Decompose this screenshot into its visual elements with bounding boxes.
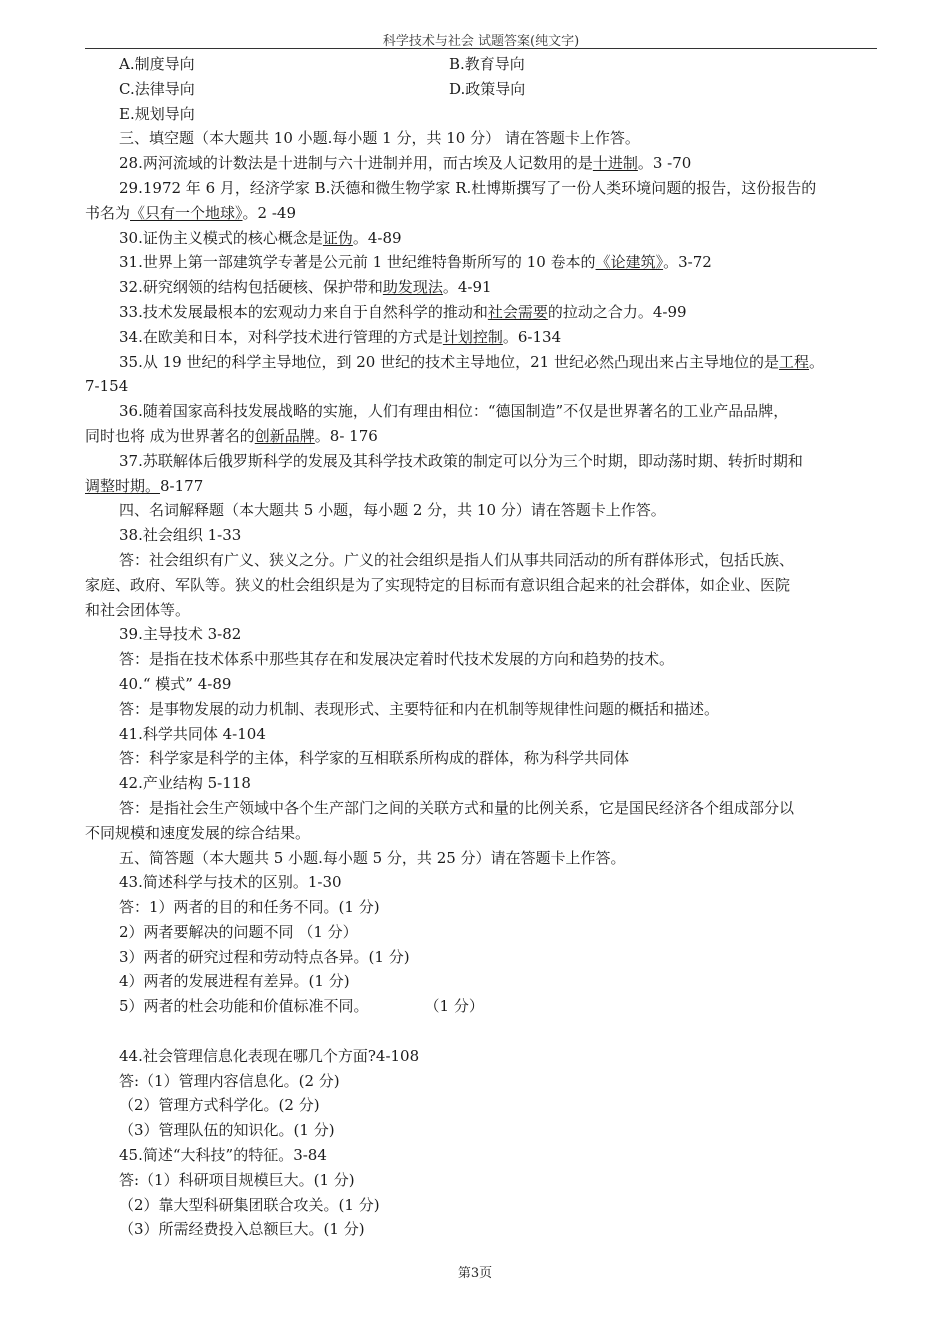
q32-text: 32.研究纲领的结构包括硬核、保护带和 <box>119 278 383 297</box>
q32-ref: 。4-91 <box>442 278 492 297</box>
answer-38-line1: 答：社会组织有广义、狭义之分。广义的社会组织是指人们从事共同活动的所有群体形式，包括氏族、 <box>119 550 795 569</box>
a43-5-text: 5）两者的杜会功能和价值标准不同。 <box>119 997 369 1016</box>
q34-ref: 。6-134 <box>502 327 562 346</box>
q33-answer: 社会需要 <box>487 302 548 321</box>
section-3-title: 三、填空题（本大题共 10 小题.每小题 1 分，共 10 分） 请在答题卡上作答。 <box>119 129 640 148</box>
document-body <box>85 52 880 1242</box>
a43-5-score: （1 分） <box>424 997 484 1016</box>
header-rule <box>85 48 877 49</box>
question-35-line1 <box>85 350 880 375</box>
q32-answer: 助发现法 <box>382 278 443 297</box>
q28-ref: 。3 -70 <box>637 154 692 173</box>
question-41: 41.科学共同体 4-104 <box>119 724 266 743</box>
q30-ref: 。4-89 <box>352 228 402 247</box>
question-37-line2 <box>85 474 880 499</box>
question-38: 38.社会组织 1-33 <box>119 526 242 545</box>
q35-text: 35.从 19 世纪的科学主导地位，到 20 世纪的技术主导地位，21 世纪必然凸现出来占主导地位的是 <box>119 352 779 371</box>
question-31 <box>85 250 880 275</box>
answer-43-5 <box>85 994 880 1019</box>
answer-42-line1: 答：是指社会生产领域中各个生产部门之间的关联方式和量的比例关系，它是国民经济各个组成部分以 <box>119 798 795 817</box>
options-row-ab <box>85 52 880 77</box>
page-number: 第3页 <box>457 1266 493 1281</box>
option-b: B.教育导向 <box>449 55 525 73</box>
question-32 <box>85 275 880 300</box>
answer-39: 答：是指在技术体系中那些其存在和发展决定着时代技术发展的方向和趋势的技术。 <box>119 650 675 669</box>
answer-38-line2: 家庭、政府、军队等。狭义的杜会组织是为了实现特定的目标而有意识组合起来的社会群体，如企业、医院 <box>85 575 791 594</box>
question-37-line1: 37.苏联解体后俄罗斯科学的发展及其科学技术政策的制定可以分为三个时期，即动荡时期、转折时期和 <box>119 451 803 470</box>
q37-ref: 8-177 <box>160 476 204 495</box>
q28-text: 28.两河流域的计数法是十进制与六十进制并用，而古埃及人记数用的是 <box>119 154 593 173</box>
blank-line <box>85 1019 880 1044</box>
q37-answer: 调整时期。 <box>85 476 161 495</box>
question-36-line2 <box>85 424 880 449</box>
q35-answer: 工程 <box>778 352 809 371</box>
question-28 <box>85 151 880 176</box>
options-row-cd <box>85 77 880 102</box>
q33-ref: 的拉动之合力。4-99 <box>547 302 687 321</box>
question-34 <box>85 325 880 350</box>
question-39: 39.主导技术 3-82 <box>119 625 242 644</box>
answer-38-line3: 和社会团体等。 <box>85 600 191 619</box>
q33-text: 33.技术发展最根本的宏观动力来自于自然科学的推动和 <box>119 302 488 321</box>
question-35-line2: 7-154 <box>85 377 129 396</box>
question-45: 45.简述“大科技”的特征。3-84 <box>119 1146 327 1165</box>
answer-45-2: （2）靠大型科研集团联合攻关。(1 分) <box>119 1195 380 1214</box>
q35-punct: 。 <box>808 352 824 371</box>
q36-text: 同时也将 成为世界著名的 <box>85 426 255 445</box>
q29-ref: 。2 -49 <box>242 203 296 222</box>
answer-44-2: （2）管理方式科学化。(2 分) <box>119 1096 320 1115</box>
q31-text: 31.世界上第一部建筑学专著是公元前 1 世纪维特鲁斯所写的 10 卷本的 <box>119 253 596 272</box>
q31-ref: 。3-72 <box>663 253 712 272</box>
answer-44-3: （3）管理队伍的知识化。(1 分) <box>119 1121 335 1140</box>
question-36-line1: 36.随着国家高科技发展战略的实施，人们有理由相位：“德国制造”不仅是世界著名的工业产品品牌， <box>119 402 789 421</box>
answer-45-1: 答:（1）科研项目规模巨大。(1 分) <box>119 1170 355 1189</box>
answer-44-1: 答:（1）管理内容信息化。(2 分) <box>119 1071 340 1090</box>
question-40: 40.“ 模式” 4-89 <box>119 674 232 693</box>
question-44: 44.社会管理信息化表现在哪几个方面?4-108 <box>119 1046 420 1065</box>
question-30 <box>85 226 880 251</box>
answer-43-1: 答：1）两者的目的和任务不同。(1 分) <box>119 898 380 917</box>
answer-40: 答：是事物发展的动力机制、表现形式、主要特征和内在机制等规律性问题的概括和描述。 <box>119 699 720 718</box>
answer-45-3: （3）所需经费投入总额巨大。(1 分) <box>119 1220 365 1239</box>
option-a: A.制度导向 <box>119 55 195 73</box>
q30-answer: 证伪 <box>322 228 353 247</box>
answer-43-4: 4）两者的发展进程有差异。(1 分) <box>119 972 350 991</box>
question-42: 42.产业结构 5-118 <box>119 774 251 793</box>
option-e: E.规划导向 <box>119 104 195 123</box>
q34-answer: 计划控制 <box>442 327 503 346</box>
q28-answer: 十进制 <box>592 154 638 173</box>
option-d: D.政策导向 <box>449 79 526 98</box>
answer-43-2: 2）两者要解决的问题不同 （1 分） <box>119 922 358 941</box>
question-33 <box>85 300 880 325</box>
question-29-line2 <box>85 201 880 226</box>
answer-41: 答：科学家是科学的主体，科学家的互相联系所构成的群体，称为科学共同体 <box>119 749 630 768</box>
page-header-title: 科学技术与社会 试题答案(纯文字) <box>382 34 580 49</box>
q30-text: 30.证伪主义模式的核心概念是 <box>119 228 323 247</box>
question-29-line1: 29.1972 年 6 月，经济学家 B.沃德和微生物学家 R.杜博斯撰写了一份人类环境问题的报告，这份报告的 <box>119 178 817 197</box>
q36-answer: 创新品牌 <box>254 426 315 445</box>
q34-text: 34.在欧美和日本，对科学技术进行管理的方式是 <box>119 327 443 346</box>
q36-ref: 。8- 176 <box>314 426 378 445</box>
q31-answer: 《论建筑》 <box>595 253 664 272</box>
option-c: C.法律导向 <box>119 79 195 98</box>
q29-text: 书名为 <box>85 203 131 222</box>
question-43: 43.简述科学与技术的区别。1-30 <box>119 873 342 892</box>
answer-43-3: 3）两者的研究过程和劳动特点各异。(1 分) <box>119 947 410 966</box>
q29-answer: 《只有一个地球》 <box>130 203 243 222</box>
section-4-title: 四、名词解释题（本大题共 5 小题，每小题 2 分，共 10 分）请在答题卡上作答。 <box>119 501 666 520</box>
answer-42-line2: 不同规模和速度发展的综合结果。 <box>85 823 311 842</box>
section-5-title: 五、简答题（本大题共 5 小题.每小题 5 分，共 25 分）请在答题卡上作答。 <box>119 848 626 867</box>
